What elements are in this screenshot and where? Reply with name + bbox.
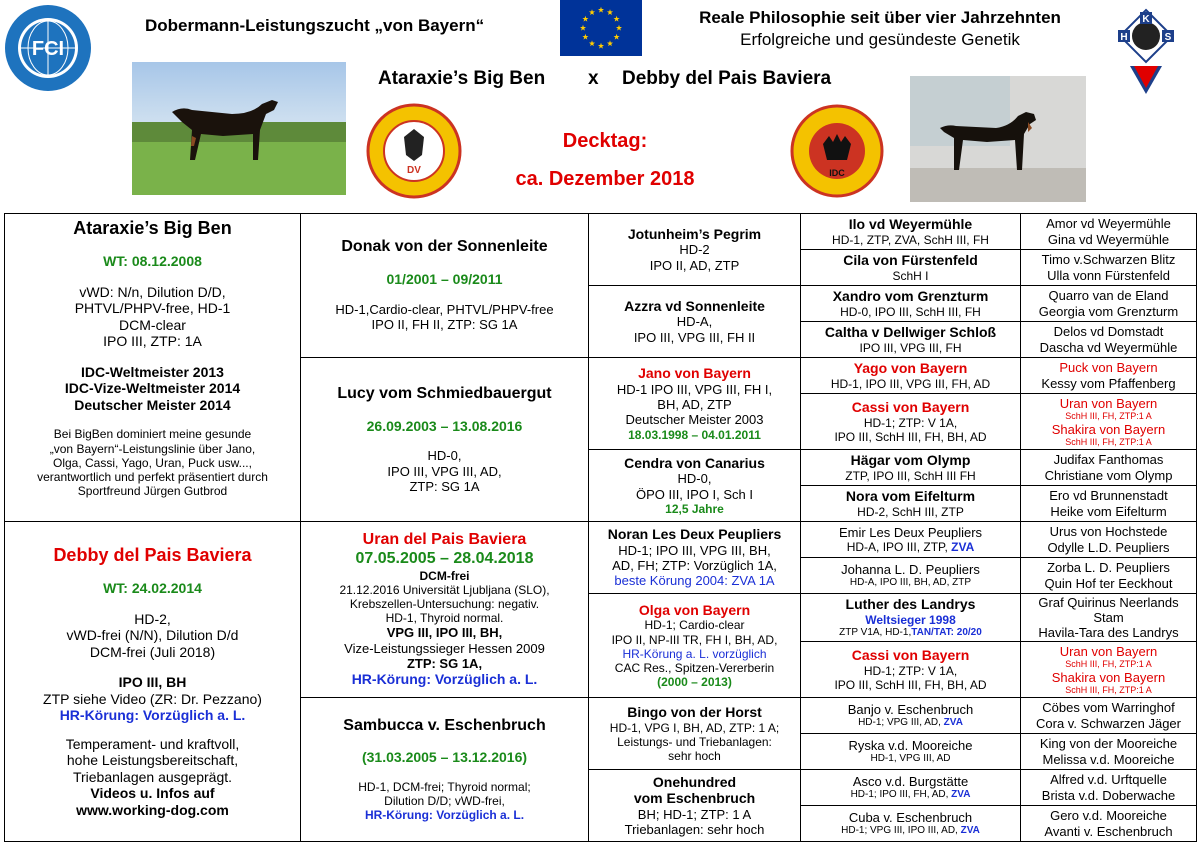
dam-health-3: DCM-frei (Juli 2018) <box>89 643 216 660</box>
cendra-info-1: HD-0, <box>677 471 712 487</box>
genetics-text: Erfolgreiche und gesündeste Genetik <box>740 30 1020 49</box>
banjo-cell <box>801 698 1021 734</box>
sire-cell <box>5 214 301 522</box>
philosophy-text: Reale Philosophie seit über vier Jahrzehnten <box>699 8 1061 27</box>
cassi2-info-1: HD-1; ZTP: V 1A, <box>863 663 958 678</box>
g5-puck: Puck von Bayern <box>1059 360 1158 376</box>
nora-name: Nora vom Eifelturm <box>845 488 976 505</box>
decktag-date: ca. Dezember 2018 <box>515 168 695 190</box>
dam-work: IPO III, BH <box>118 674 187 691</box>
uran-hr: HR-Körung: Vorzüglich a. L. <box>351 671 538 688</box>
header <box>0 0 1200 212</box>
sire-note-4: verantwortlich und perfekt präsentiert durch <box>37 469 268 484</box>
g14-dam: Melissa v.d. Mooreiche <box>1042 751 1175 767</box>
g2-dam: Ulla vonn Fürstenfeld <box>1047 267 1170 283</box>
g13-dam: Cora v. Schwarzen Jäger <box>1036 715 1181 731</box>
uran-info-2: Krebszellen-Untersuchung: negativ. <box>349 597 540 612</box>
banjo-name: Banjo v. Eschenbruch <box>847 701 974 717</box>
ilo-info: HD-1, ZTP, ZVA, SchH III, FH <box>832 232 989 247</box>
sire-note-3: Olga, Cassi, Yago, Uran, Puck usw..., <box>53 455 252 470</box>
emir-zva: ZVA <box>951 540 975 555</box>
g16-cell <box>1021 806 1197 842</box>
g6-shakira: Shakira von Bayern <box>1051 421 1166 437</box>
idc-logo-text: IDC <box>829 168 845 178</box>
khs-logo <box>1110 6 1182 100</box>
g15-sire: Alfred v.d. Urftquelle <box>1050 772 1167 788</box>
asco-zva: ZVA <box>951 789 971 801</box>
pedigree-table <box>4 213 1197 842</box>
cassi-cell <box>801 394 1021 450</box>
olga-cell <box>589 594 801 698</box>
lucy-info-2: IPO III, VPG III, AD, <box>387 463 502 479</box>
sire-health-2: PHTVL/PHPV-free, HD-1 <box>74 300 231 317</box>
g11-dam: Havila-Tara des Landrys <box>1038 625 1179 641</box>
caltha-cell <box>801 322 1021 358</box>
g10-sire: Zorba L. D. Peupliers <box>1047 560 1170 576</box>
bingo-info-3: sehr hoch <box>668 748 721 763</box>
cassi2-cell <box>801 642 1021 698</box>
johanna-name: Johanna L. D. Peupliers <box>841 561 980 577</box>
cuba-zva: ZVA <box>960 825 980 837</box>
lucy-info-3: ZTP: SG 1A <box>409 478 480 494</box>
bingo-info-1: HD-1, VPG I, BH, AD, ZTP: 1 A; <box>609 720 780 735</box>
sire-title-3: Deutscher Meister 2014 <box>74 396 231 413</box>
g6-uran-info: SchH III, FH, ZTP:1 A <box>1065 410 1152 421</box>
ryska-name: Ryska v.d. Mooreiche <box>848 737 973 753</box>
donak-dates: 01/2001 – 09/2011 <box>386 271 503 288</box>
lucy-dates: 26.09.2003 – 13.08.2016 <box>366 417 523 434</box>
dam-site-link[interactable]: www.working-dog.com <box>76 801 229 818</box>
jano-info-3: Deutscher Meister 2003 <box>625 412 764 428</box>
g14-cell <box>1021 734 1197 770</box>
g1-sire: Amor vd Weyermühle <box>1046 216 1171 232</box>
jano-info-2: BH, AD, ZTP <box>657 397 732 413</box>
g12-cell <box>1021 642 1197 698</box>
hagar-name: Hägar vom Olymp <box>850 452 971 469</box>
cuba-info: HD-1; VPG III, IPO III, AD, <box>841 825 961 837</box>
cila-name: Cila von Fürstenfeld <box>843 252 978 269</box>
jotunheim-info-2: IPO II, AD, ZTP <box>649 257 740 273</box>
g8-sire: Ero vd Brunnenstadt <box>1049 488 1168 504</box>
uran-vpg: VPG III, IPO III, BH, <box>386 625 503 641</box>
noran-info-2: AD, FH; ZTP: Vorzüglich 1A, <box>612 558 777 574</box>
sambucca-info-2: Dilution D/D; vWD-frei, <box>384 794 505 809</box>
sire-title-2: IDC-Vize-Weltmeister 2014 <box>64 380 241 397</box>
dam-photo <box>910 76 1086 202</box>
g5-kessy: Kessy vom Pfaffenberg <box>1041 375 1176 391</box>
luther-name: Luther des Landrys <box>845 596 976 613</box>
cassi2-name: Cassi von Bayern <box>851 647 970 664</box>
sire-photo <box>132 62 346 195</box>
g1-cell <box>1021 214 1197 250</box>
sire-health-4: IPO III, ZTP: 1A <box>103 333 202 350</box>
g4-sire: Delos vd Domstadt <box>1053 324 1164 340</box>
jano-info-1: HD-1 IPO III, VPG III, FH I, <box>616 381 773 397</box>
g15-dam: Brista v.d. Doberwache <box>1041 787 1176 803</box>
uran-cell <box>301 522 589 698</box>
cendra-name: Cendra von Canarius <box>624 454 765 471</box>
sambucca-info-1: HD-1, DCM-frei; Thyroid normal; <box>358 779 531 794</box>
g3-dam: Georgia vom Grenzturm <box>1038 303 1179 319</box>
dv-logo-text: DV <box>407 165 421 176</box>
khs-letter-k: K <box>1142 14 1150 25</box>
asco-info: HD-1; IPO III, FH, AD, <box>850 789 952 801</box>
kennel-title: Dobermann-Leistungszucht „von Bayern“ <box>145 16 485 35</box>
dam-hr: HR-Körung: Vorzüglich a. L. <box>59 707 246 724</box>
dam-cell <box>5 522 301 842</box>
idc-logo <box>790 104 884 198</box>
cassi-info-1: HD-1; ZTP: V 1A, <box>863 415 958 430</box>
pairing-sire: Ataraxie’s Big Ben <box>378 68 546 89</box>
bingo-info-2: Leistungs- und Triebanlagen: <box>617 734 772 749</box>
yago-info: HD-1, IPO III, VPG III, FH, AD <box>830 376 991 391</box>
cuba-name: Cuba v. Eschenbruch <box>848 809 973 825</box>
asco-cell <box>801 770 1021 806</box>
g10-dam: Quin Hof ter Eeckhout <box>1044 575 1173 591</box>
sire-wt: WT: 08.12.2008 <box>103 253 202 270</box>
jotunheim-info-1: HD-2 <box>679 242 710 258</box>
luther-cell <box>801 594 1021 642</box>
g3-sire: Quarro van de Eland <box>1048 288 1169 304</box>
khs-letter-s: S <box>1164 32 1172 43</box>
caltha-info: IPO III, VPG III, FH <box>859 340 962 355</box>
onehundred-name-1: Onehundred <box>652 773 737 790</box>
xandro-info: HD-0, IPO III, SchH III, FH <box>840 304 981 319</box>
g13-sire: Cöbes vom Warringhof <box>1042 700 1175 716</box>
yago-cell <box>801 358 1021 394</box>
uran-info-1: 21.12.2016 Universität Ljubljana (SLO), <box>339 582 550 597</box>
dam-note-3: Triebanlagen ausgeprägt. <box>72 768 233 785</box>
xandro-name: Xandro vom Grenzturm <box>832 288 989 305</box>
uran-info-3: HD-1, Thyroid normal. <box>385 611 504 626</box>
olga-hr: HR-Körung a. L. vorzüglich <box>622 646 767 661</box>
sambucca-cell <box>301 698 589 842</box>
olga-info-1: HD-1; Cardio-clear <box>644 618 745 633</box>
noran-cell <box>589 522 801 594</box>
luther-info: ZTP V1A, HD-1, <box>839 626 912 638</box>
sire-health-3: DCM-clear <box>119 316 186 333</box>
g4-cell <box>1021 322 1197 358</box>
eu-flag <box>560 0 642 56</box>
johanna-info: HD-A, IPO III, BH, AD, ZTP <box>849 577 972 589</box>
onehundred-info-2: Triebanlagen: sehr hoch <box>624 822 765 838</box>
g5-cell <box>1021 358 1197 394</box>
cassi-info-2: IPO III, SchH III, FH, BH, AD <box>834 429 987 444</box>
cila-info: SchH I <box>892 268 929 283</box>
jotunheim-name: Jotunheim’s Pegrim <box>627 225 762 242</box>
g12-shakira: Shakira von Bayern <box>1051 669 1166 685</box>
g7-cell <box>1021 450 1197 486</box>
g6-shakira-info: SchH III, FH, ZTP:1 A <box>1065 436 1152 447</box>
cassi2-info-2: IPO III, SchH III, FH, BH, AD <box>834 677 987 692</box>
sire-note-1: Bei BigBen dominiert meine gesunde <box>53 427 252 442</box>
noran-name: Noran Les Deux Peupliers <box>607 526 782 543</box>
noran-info-1: HD-1; IPO III, VPG III, BH, <box>618 542 771 558</box>
jano-name: Jano von Bayern <box>638 365 751 382</box>
lucy-cell <box>301 358 589 522</box>
cendra-age: 12,5 Jahre <box>665 502 724 516</box>
lucy-info-1: HD-0, <box>427 448 462 464</box>
onehundred-name-2: vom Eschenbruch <box>633 790 756 807</box>
sire-title-1: IDC-Weltmeister 2013 <box>81 363 224 380</box>
g3-cell <box>1021 286 1197 322</box>
sire-health-1: vWD: N/n, Dilution D/D, <box>79 283 226 300</box>
g6-cell <box>1021 394 1197 450</box>
donak-name: Donak von der Sonnenleite <box>341 238 548 256</box>
ilo-name: Ilo vd Weyermühle <box>848 216 973 233</box>
g11-sire: Graf Quirinus Neerlands <box>1038 594 1179 610</box>
onehundred-cell <box>589 770 801 842</box>
g9-cell <box>1021 522 1197 558</box>
g13-cell <box>1021 698 1197 734</box>
g7-sire: Judifax Fanthomas <box>1053 452 1164 468</box>
johanna-cell <box>801 558 1021 594</box>
g16-sire: Gero v.d. Mooreiche <box>1050 808 1167 824</box>
g12-uran: Uran von Bayern <box>1059 643 1158 659</box>
g12-shakira-info: SchH III, FH, ZTP:1 A <box>1065 684 1152 695</box>
jotunheim-cell <box>589 214 801 286</box>
lucy-name: Lucy vom Schmiedbauergut <box>337 384 552 402</box>
emir-name: Emir Les Deux Peupliers <box>838 524 983 540</box>
g11-cell <box>1021 594 1197 642</box>
decktag-label: Decktag: <box>562 130 648 152</box>
cassi-name: Cassi von Bayern <box>851 399 970 416</box>
sire-note-2: „von Bayern“-Leistungslinie über Jano, <box>49 441 256 456</box>
dam-note-2: hohe Leistungsbereitschaft, <box>66 752 239 769</box>
bingo-name: Bingo von der Horst <box>627 704 762 720</box>
dam-wt: WT: 24.02.2014 <box>103 580 202 597</box>
g16-dam: Avanti v. Eschenbruch <box>1044 823 1173 839</box>
emir-cell <box>801 522 1021 558</box>
olga-cac: CAC Res., Spitzen-Vererberin <box>614 660 775 675</box>
yago-name: Yago von Bayern <box>853 360 968 377</box>
dam-note-1: Temperament- und kraftvoll, <box>65 735 240 752</box>
dam-videos: Videos u. Infos auf <box>90 785 215 802</box>
asco-name: Asco v.d. Burgstätte <box>852 773 969 789</box>
uran-dcm: DCM-frei <box>419 568 470 583</box>
azzra-name: Azzra vd Sonnenleite <box>624 297 765 314</box>
dam-video: ZTP siehe Video (ZR: Dr. Pezzano) <box>43 690 262 707</box>
fci-logo-text: FCI <box>31 38 65 60</box>
g9-dam: Odylle L.D. Peupliers <box>1047 539 1170 555</box>
g10-cell <box>1021 558 1197 594</box>
g2-sire: Timo v.Schwarzen Blitz <box>1041 252 1176 268</box>
cila-cell <box>801 250 1021 286</box>
azzra-cell <box>589 286 801 358</box>
azzra-info-2: IPO III, VPG III, FH II <box>633 329 756 345</box>
g2-cell <box>1021 250 1197 286</box>
donak-cell <box>301 214 589 358</box>
caltha-name: Caltha v Dellwiger Schloß <box>824 324 997 341</box>
g7-dam: Christiane vom Olymp <box>1044 467 1173 483</box>
cendra-cell <box>589 450 801 522</box>
uran-vize: Vize-Leistungssieger Hessen 2009 <box>344 640 545 656</box>
olga-info-2: IPO II, NP-III TR, FH I, BH, AD, <box>611 632 778 647</box>
olga-name: Olga von Bayern <box>638 601 751 618</box>
dam-health-2: vWD-frei (N/N), Dilution D/d <box>66 627 239 644</box>
fci-logo <box>4 4 92 92</box>
g4-dam: Dascha vd Weyermühle <box>1039 339 1178 355</box>
uran-dates: 07.05.2005 – 28.04.2018 <box>355 549 534 567</box>
banjo-info: HD-1; VPG III, AD, <box>858 717 944 729</box>
ilo-cell <box>801 214 1021 250</box>
g1-dam: Gina vd Weyermühle <box>1047 231 1170 247</box>
xandro-cell <box>801 286 1021 322</box>
g6-uran: Uran von Bayern <box>1059 395 1158 411</box>
sambucca-hr: HR-Körung: Vorzüglich a. L. <box>364 808 525 823</box>
olga-dates: (2000 – 2013) <box>657 674 732 689</box>
donak-info-1: HD-1,Cardio-clear, PHTVL/PHPV-free <box>335 301 554 317</box>
jano-dates: 18.03.1998 – 04.01.2011 <box>628 427 761 442</box>
ryska-cell <box>801 734 1021 770</box>
sire-name: Ataraxie’s Big Ben <box>73 218 232 238</box>
dv-logo <box>366 103 462 199</box>
g14-sire: King von der Mooreiche <box>1039 736 1178 752</box>
nora-cell <box>801 486 1021 522</box>
g9-sire: Urus von Hochstede <box>1049 524 1168 540</box>
donak-info-2: IPO II, FH II, ZTP: SG 1A <box>371 317 518 333</box>
ryska-info: HD-1, VPG III, AD <box>870 753 951 765</box>
onehundred-info-1: BH; HD-1; ZTP: 1 A <box>637 806 752 822</box>
bingo-cell <box>589 698 801 770</box>
emir-info: HD-A, IPO III, ZTP, <box>846 540 952 555</box>
sambucca-dates: (31.03.2005 – 13.12.2016) <box>361 749 528 766</box>
g11-stam: Stam <box>1093 609 1124 625</box>
khs-letter-h: H <box>1120 32 1128 43</box>
g8-dam: Heike vom Eifelturm <box>1050 503 1167 519</box>
banjo-zva: ZVA <box>943 717 963 729</box>
g15-cell <box>1021 770 1197 806</box>
luther-ws: Weltsieger 1998 <box>865 612 956 627</box>
jano-cell <box>589 358 801 450</box>
sire-note-5: Sportfreund Jürgen Gutbrod <box>77 483 228 498</box>
uran-ztp: ZTP: SG 1A, <box>406 656 483 672</box>
hagar-info: ZTP, IPO III, SchH III FH <box>845 468 976 483</box>
azzra-info-1: HD-A, <box>676 314 713 330</box>
g12-uran-info: SchH III, FH, ZTP:1 A <box>1065 658 1152 669</box>
cendra-info-2: ÖPO III, IPO I, Sch I <box>635 486 754 502</box>
uran-name: Uran del Pais Baviera <box>362 531 527 549</box>
cuba-cell <box>801 806 1021 842</box>
dam-health-1: HD-2, <box>134 610 171 627</box>
hagar-cell <box>801 450 1021 486</box>
dam-name: Debby del Pais Baviera <box>53 544 252 565</box>
luther-tan: TAN/TAT: 20/20 <box>911 626 982 638</box>
pairing-dam: Debby del Pais Baviera <box>622 68 832 89</box>
pairing-x: x <box>588 68 599 89</box>
g8-cell <box>1021 486 1197 522</box>
noran-koerung: beste Körung 2004: ZVA 1A <box>614 573 775 589</box>
sambucca-name: Sambucca v. Eschenbruch <box>343 716 546 734</box>
nora-info: HD-2, SchH III, ZTP <box>857 504 964 519</box>
